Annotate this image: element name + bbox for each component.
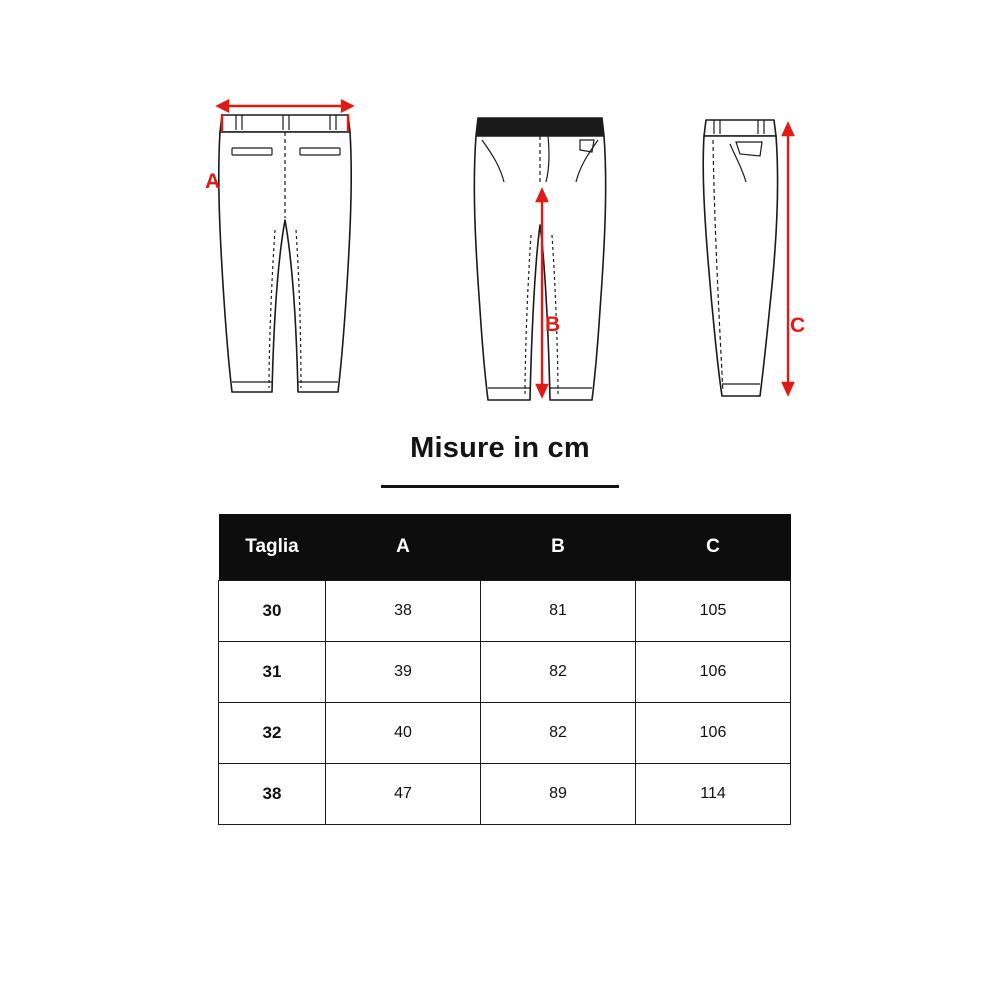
cell-a: 47 [326, 764, 481, 825]
page-title: Misure in cm [410, 432, 590, 464]
size-table-container [218, 514, 782, 825]
cell-b: 82 [481, 703, 636, 764]
measure-label-c: C [790, 314, 806, 337]
illustration-row [0, 70, 1000, 420]
cell-c: 105 [636, 581, 791, 642]
trouser-back-illustration [430, 70, 660, 410]
cell-a: 39 [326, 642, 481, 703]
cell-c: 106 [636, 703, 791, 764]
cell-size: 30 [219, 581, 326, 642]
table-row [219, 764, 791, 825]
header-taglia: Taglia [219, 514, 326, 581]
table-row [219, 703, 791, 764]
cell-size: 32 [219, 703, 326, 764]
cell-b: 82 [481, 642, 636, 703]
header-a: A [326, 514, 481, 581]
header-b: B [481, 514, 636, 581]
cell-size: 31 [219, 642, 326, 703]
measure-label-a: A [205, 170, 221, 193]
trouser-side-illustration [670, 70, 900, 410]
title-block [0, 432, 1000, 488]
measure-label-b: B [545, 313, 561, 336]
table-row [219, 642, 791, 703]
cell-a: 38 [326, 581, 481, 642]
cell-c: 106 [636, 642, 791, 703]
trouser-front-illustration [170, 70, 400, 410]
title-divider [381, 485, 619, 488]
cell-b: 81 [481, 581, 636, 642]
cell-size: 38 [219, 764, 326, 825]
cell-b: 89 [481, 764, 636, 825]
cell-a: 40 [326, 703, 481, 764]
size-table [218, 514, 791, 825]
size-table-header [219, 514, 791, 581]
header-c: C [636, 514, 791, 581]
table-row [219, 581, 791, 642]
header-row [219, 514, 791, 581]
size-table-body [219, 581, 791, 825]
cell-c: 114 [636, 764, 791, 825]
